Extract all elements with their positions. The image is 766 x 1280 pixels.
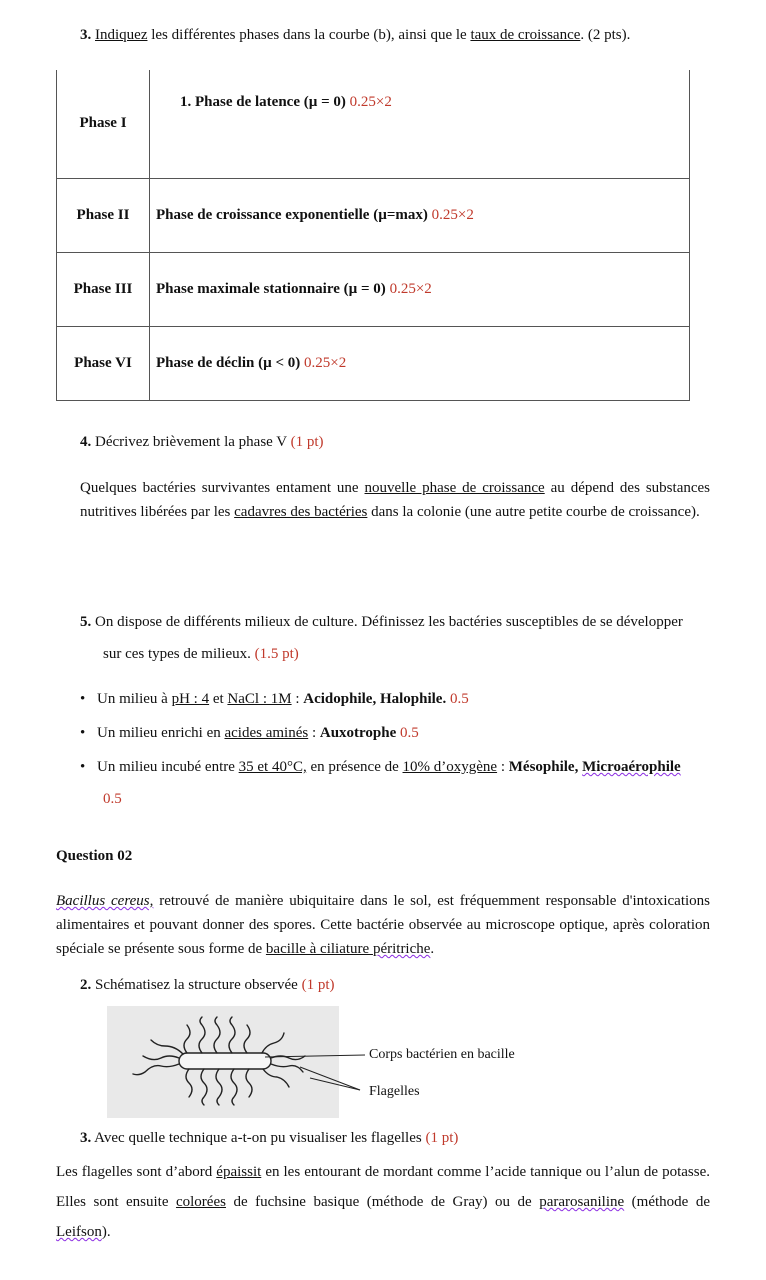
phase-score: 0.25×2 xyxy=(427,206,474,223)
bullet-underlined: 35 et 40°C, xyxy=(238,759,307,775)
bullet-text: Un milieu à xyxy=(97,691,172,707)
bullet-text: Un milieu enrichi en xyxy=(97,725,225,741)
question-score: (1 pt) xyxy=(301,977,335,993)
list-item xyxy=(80,759,720,776)
question-text: sur ces types de milieux. xyxy=(103,646,255,662)
pointer-line-flagella xyxy=(310,1078,360,1090)
phase-text: Phase maximale stationnaire (µ = 0) xyxy=(156,280,386,297)
phase-description xyxy=(150,178,690,252)
phase-score: 0.25×2 xyxy=(300,354,347,371)
answer-underlined: colorées xyxy=(175,1194,226,1210)
question-number: 3. xyxy=(80,1130,92,1146)
bullet-text: : xyxy=(291,691,304,707)
underlined-term: taux de croissance xyxy=(470,27,581,43)
question-score: (1 pt) xyxy=(290,434,324,450)
phases-table xyxy=(56,70,690,401)
bullet-score: 0.5 xyxy=(446,691,469,707)
question-3-flagella-text xyxy=(80,1130,458,1147)
intro-underlined: péritriche xyxy=(372,941,431,957)
intro-text: retrouvé de manière ubiquitaire dans le sol, est fréquemment responsable d'intoxications alimentaires et pouvant donner des spores. Cette bactérie observée au microscope optique, après coloration spéciale se présente sous forme de xyxy=(56,893,710,957)
phase-text: Phase de croissance exponentielle (µ=max) xyxy=(156,206,428,223)
bullet-answer: Acidophile, Halophile. xyxy=(303,691,447,707)
question-text: les différentes phases dans la courbe (b), ainsi que le xyxy=(147,27,471,43)
answer-text: Quelques bactéries survivantes entament une xyxy=(80,480,365,496)
question-5-text xyxy=(80,614,720,631)
bullet-underlined: acides aminés xyxy=(224,725,309,741)
bullet-text: et xyxy=(209,691,228,707)
phase-score: 0.25×2 xyxy=(385,280,432,297)
answer-text: ). xyxy=(101,1224,111,1240)
question-number: 4. xyxy=(80,434,92,450)
phase-score: 0.25×2 xyxy=(345,94,392,110)
answer-underlined: nouvelle phase de croissance xyxy=(364,480,545,496)
figure-label-body: Corps bactérien en bacille xyxy=(369,1047,515,1062)
question-number: 3. xyxy=(80,27,92,43)
intro-text: . xyxy=(430,941,435,957)
table-row xyxy=(57,326,690,400)
underlined-verb: Indiquez xyxy=(95,27,148,43)
bullet-score: 0.5 xyxy=(396,725,419,741)
question-score: (1.5 pt) xyxy=(254,646,299,662)
answer-underlined: Leifson xyxy=(56,1224,102,1240)
table-row xyxy=(57,178,690,252)
answer-text: au dépend des substances nutritives libérées par les xyxy=(80,480,711,520)
question-text: Décrivez brièvement la phase V xyxy=(91,434,291,450)
phase-description xyxy=(150,70,690,178)
bullet-text: : xyxy=(497,759,509,775)
question-number: 5. xyxy=(80,614,92,630)
figure-label-flagella: Flagelles xyxy=(369,1084,420,1099)
answer-underlined: pararosaniline xyxy=(539,1194,625,1210)
answer-underlined: épaissit xyxy=(216,1164,262,1180)
question-4-text xyxy=(80,434,324,451)
species-name: Bacillus cereus, xyxy=(56,893,154,909)
question-2-text xyxy=(80,977,335,994)
question-score: (1 pt) xyxy=(425,1130,459,1146)
bullet-underlined: NaCl : 1M xyxy=(227,691,292,707)
list-item xyxy=(80,691,469,708)
phase-text: 1. Phase de latence (µ = 0) xyxy=(180,94,346,110)
bullet-text: : xyxy=(308,725,320,741)
phase-label: Phase III xyxy=(57,252,150,326)
figure-pointers xyxy=(160,1040,370,1100)
bullet-score: 0.5 xyxy=(103,791,122,807)
question-text: On dispose de différents milieux de culture. Définissez les bactéries susceptibles de se développer xyxy=(91,614,683,630)
phase-label: Phase VI xyxy=(57,326,150,400)
bullet-text: en présence de xyxy=(306,759,403,775)
question-number: 2. xyxy=(80,977,92,993)
intro-underlined: bacille à ciliature xyxy=(265,941,373,957)
answer-text: dans la colonie (une autre petite courbe de croissance). xyxy=(367,504,700,520)
pointer-line-body xyxy=(265,1055,365,1057)
table-row xyxy=(57,252,690,326)
bullet-answer: Auxotrophe xyxy=(319,725,397,741)
phase-text: Phase de déclin (µ < 0) xyxy=(156,354,301,371)
answer-text: Les flagelles sont d’abord xyxy=(56,1164,217,1180)
answer-underlined: cadavres des bactéries xyxy=(234,504,368,520)
question-points: . (2 pts). xyxy=(580,27,631,43)
question-3-text xyxy=(80,27,630,44)
phase-description xyxy=(150,252,690,326)
pointer-line-flagella xyxy=(300,1067,360,1090)
bullet-underlined: 10% d’oxygène xyxy=(402,759,498,775)
bullet-underlined: pH : 4 xyxy=(171,691,210,707)
question-3-answer xyxy=(56,1157,710,1247)
phase-label: Phase II xyxy=(57,178,150,252)
answer-text: de fuchsine basique (méthode de Gray) ou de xyxy=(225,1194,540,1210)
bullet-answer: Microaérophile xyxy=(582,759,681,775)
phase-description xyxy=(150,326,690,400)
question-4-answer xyxy=(80,476,710,524)
table-row xyxy=(57,70,690,178)
section-heading: Question 02 xyxy=(56,848,133,864)
question-text: Avec quelle technique a-t-on pu visualiser les flagelles xyxy=(91,1130,426,1146)
answer-text: en les entourant de mordant comme l’acide tannique ou l’alun de potasse. Elles sont ensuite xyxy=(56,1164,710,1210)
answer-text: (méthode de xyxy=(624,1194,710,1210)
question-text: Schématisez la structure observée xyxy=(91,977,302,993)
question-5-text-line2 xyxy=(103,646,299,663)
bullet-text: Un milieu incubé entre xyxy=(97,759,239,775)
list-item xyxy=(80,725,419,742)
question-02-intro xyxy=(56,889,710,961)
bullet-answer: Mésophile, xyxy=(508,759,583,775)
phase-label: Phase I xyxy=(57,70,150,178)
